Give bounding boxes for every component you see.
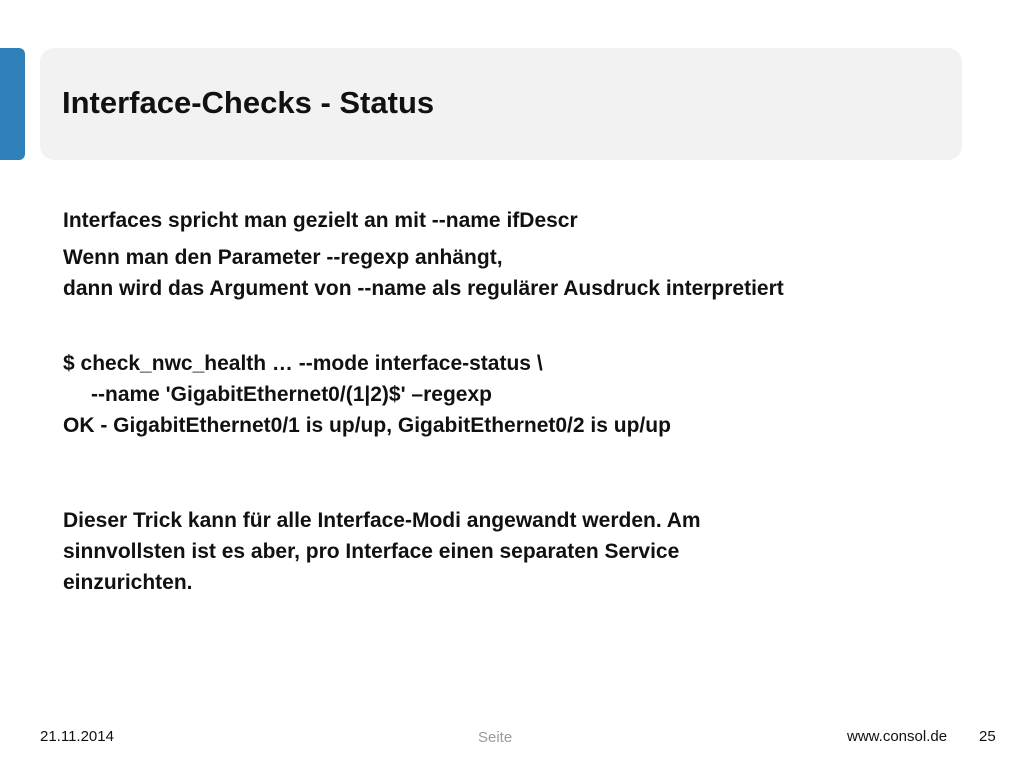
- footer-url: www.consol.de: [847, 728, 948, 745]
- trick-line-1: Dieser Trick kann für alle Interface-Modi angewandt werden. Am: [63, 509, 701, 532]
- command-example: [63, 348, 963, 441]
- accent-bar: [0, 48, 25, 160]
- command-line-2: --name 'GigabitEthernet0/(1|2)$' –regexp: [91, 383, 492, 406]
- footer-date: 21.11.2014: [40, 728, 114, 745]
- footer-seite-label: Seite: [478, 729, 513, 746]
- title-box: [40, 48, 962, 160]
- command-line-1: $ check_nwc_health … --mode interface-status \: [63, 352, 543, 375]
- regexp-text-line-2: dann wird das Argument von --name als regulärer Ausdruck interpretiert: [63, 277, 784, 300]
- regexp-text-line-1: Wenn man den Parameter --regexp anhängt,: [63, 246, 503, 269]
- trick-line-3: einzurichten.: [63, 571, 193, 594]
- trick-line-2: sinnvollsten ist es aber, pro Interface einen separaten Service: [63, 540, 680, 563]
- trick-text: [63, 505, 963, 598]
- slide-title: Interface-Checks - Status: [62, 85, 435, 120]
- intro-text: Interfaces spricht man gezielt an mit --name ifDescr: [63, 209, 578, 232]
- footer-page-number: 25: [979, 728, 996, 745]
- slide-content: [63, 205, 963, 598]
- command-output: OK - GigabitEthernet0/1 is up/up, GigabitEthernet0/2 is up/up: [63, 414, 671, 437]
